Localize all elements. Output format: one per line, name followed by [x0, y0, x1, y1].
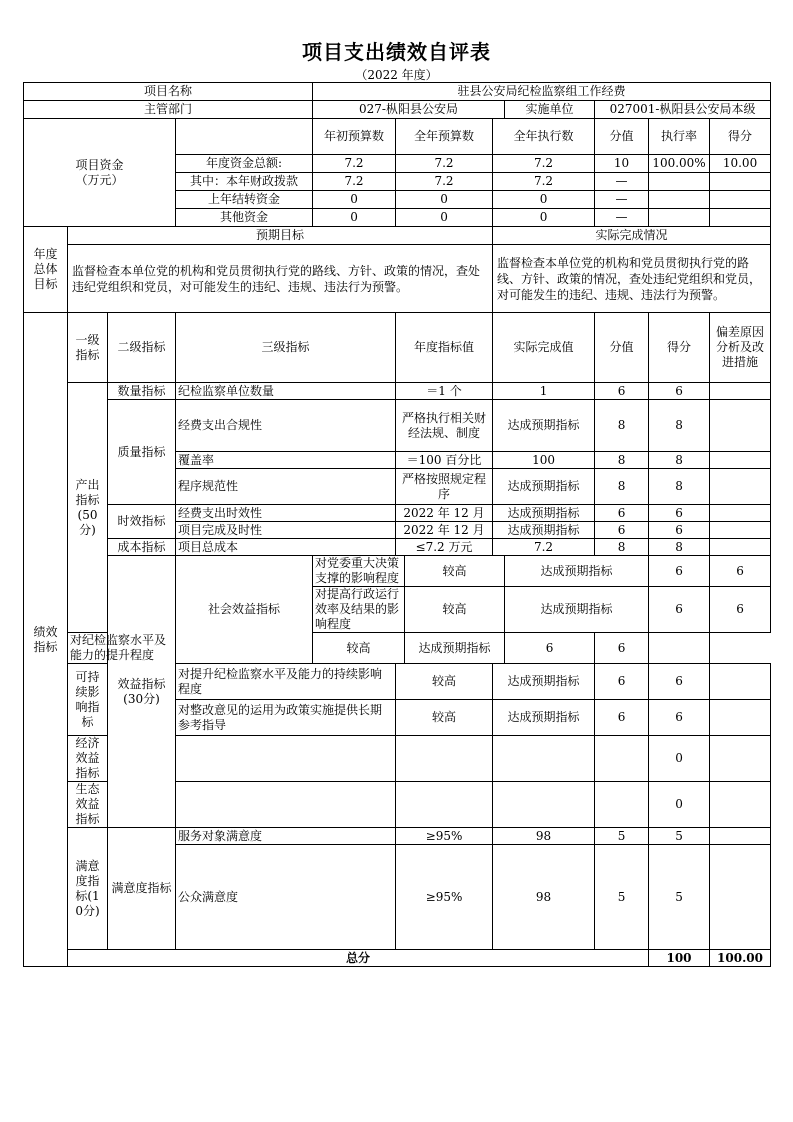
funds-row-executed: 0	[493, 209, 595, 227]
indicator-score: 0	[649, 782, 710, 828]
indicator-actual: 达成预期指标	[493, 522, 595, 539]
satisfaction-sub-label: 满意度指标	[108, 828, 176, 950]
social-indicator-label: 社会效益指标	[176, 556, 313, 664]
output-indicator-label: 产出指标(50分)	[68, 383, 108, 633]
goals-label: 年度总体目标	[24, 227, 68, 313]
indicator-name: 对纪检监察水平及能力的提升程度	[68, 633, 176, 664]
perf-row	[24, 556, 771, 587]
report-year: （2022 年度）	[355, 68, 438, 82]
indicator-deviation	[710, 664, 771, 700]
perf-row	[24, 505, 771, 522]
funds-row-score-value: —	[595, 173, 649, 191]
indicator-target: 严格按照规定程序	[396, 469, 493, 505]
indicator-score: 8	[649, 400, 710, 452]
indicator-score: 8	[649, 469, 710, 505]
indicator-score: 8	[649, 539, 710, 556]
indicator-name: 对提高行政运行效率及结果的影响程度	[313, 587, 405, 633]
page-title: 项目支出绩效自评表	[302, 40, 491, 64]
indicator-value: 6	[505, 633, 595, 664]
indicator-score: 6	[649, 505, 710, 522]
funds-row-initial: 0	[313, 209, 396, 227]
indicator-score: 6	[649, 522, 710, 539]
funds-header-row	[24, 119, 771, 155]
funds-row-annual: 0	[396, 191, 493, 209]
indicator-value: 6	[649, 556, 710, 587]
perf-header-score: 得分	[649, 313, 710, 383]
perf-header-row	[24, 313, 771, 383]
indicator-target: ＝1 个	[396, 383, 493, 400]
funds-row-score: 10.00	[710, 155, 771, 173]
funds-header-score: 得分	[710, 119, 771, 155]
funds-header-executed: 全年执行数	[493, 119, 595, 155]
indicator-score: 5	[649, 828, 710, 845]
indicator-name: 服务对象满意度	[176, 828, 396, 845]
dept-label: 主管部门	[24, 101, 313, 119]
indicator-target: 2022 年 12 月	[396, 522, 493, 539]
indicator-value: 8	[595, 539, 649, 556]
indicator-name: 程序规范性	[176, 469, 396, 505]
perf-row	[24, 633, 771, 664]
indicator-target: 严格执行相关财经法规、制度	[396, 400, 493, 452]
project-name-label: 项目名称	[24, 83, 313, 101]
sustainable-indicator-label: 可持续影响指标	[68, 664, 108, 736]
indicator-deviation	[710, 700, 771, 736]
indicator-name: 公众满意度	[176, 845, 396, 950]
indicator-deviation	[710, 828, 771, 845]
indicator-actual: 98	[493, 845, 595, 950]
funds-row-executed: 0	[493, 191, 595, 209]
indicator-value: 5	[595, 828, 649, 845]
indicator-target: 较高	[405, 587, 505, 633]
funds-row-executed: 7.2	[493, 155, 595, 173]
funds-row-annual: 0	[396, 209, 493, 227]
indicator-name: 对整改意见的运用为政策实施提供长期参考指导	[176, 700, 396, 736]
timeliness-indicator-label: 时效指标	[108, 505, 176, 539]
indicator-name: 对党委重大决策支撑的影响程度	[313, 556, 405, 587]
funds-row-name: 其中：本年财政拨款	[176, 173, 313, 191]
indicator-target: 较高	[396, 664, 493, 700]
funds-row-initial: 7.2	[313, 155, 396, 173]
indicator-target: ≥95%	[396, 845, 493, 950]
project-name-value: 驻县公安局纪检监察组工作经费	[313, 83, 771, 101]
perf-header-level3: 三级指标	[176, 313, 396, 383]
indicator-value: 5	[595, 845, 649, 950]
indicator-target: ≤7.2 万元	[396, 539, 493, 556]
indicator-target: ＝100 百分比	[396, 452, 493, 469]
indicator-target: 较高	[313, 633, 405, 664]
funds-header-initial: 年初预算数	[313, 119, 396, 155]
indicator-target: ≥95%	[396, 828, 493, 845]
indicator-score: 5	[649, 845, 710, 950]
indicator-score: 8	[649, 452, 710, 469]
evaluation-table	[23, 82, 771, 967]
indicator-deviation	[710, 522, 771, 539]
total-row	[24, 950, 771, 967]
funds-row-initial: 7.2	[313, 173, 396, 191]
indicator-name: 经费支出合规性	[176, 400, 396, 452]
indicator-deviation	[710, 383, 771, 400]
funds-row-score-value: 10	[595, 155, 649, 173]
perf-row	[24, 400, 771, 452]
indicator-value: 8	[595, 452, 649, 469]
indicator-name: 对提升纪检监察水平及能力的持续影响程度	[176, 664, 396, 700]
funds-header-rate: 执行率	[649, 119, 710, 155]
indicator-deviation	[710, 400, 771, 452]
goals-actual-text: 监督检查本单位党的机构和党员贯彻执行党的路线、方针、政策的情况，查处违纪党组织和党员，对可能发生的违纪、违规、违法行为预警。	[493, 245, 771, 313]
indicator-deviation	[710, 845, 771, 950]
funds-label: 项目资金 （万元）	[24, 119, 176, 227]
goals-content-row	[24, 245, 771, 313]
goals-actual-label: 实际完成情况	[493, 227, 771, 245]
funds-header-score-value: 分值	[595, 119, 649, 155]
perf-row	[24, 539, 771, 556]
funds-row-initial: 0	[313, 191, 396, 209]
funds-row-score-value: —	[595, 191, 649, 209]
indicator-name: 项目完成及时性	[176, 522, 396, 539]
funds-header-empty	[176, 119, 313, 155]
indicator-actual: 达成预期指标	[493, 505, 595, 522]
indicator-value: 6	[649, 587, 710, 633]
indicator-deviation	[710, 505, 771, 522]
indicator-actual: 100	[493, 452, 595, 469]
indicator-deviation	[710, 539, 771, 556]
indicator-name: 纪检监察单位数量	[176, 383, 396, 400]
indicator-score: 6	[710, 556, 771, 587]
funds-row-name: 其他资金	[176, 209, 313, 227]
goals-header-row	[24, 227, 771, 245]
perf-header-value: 分值	[595, 313, 649, 383]
indicator-actual: 达成预期指标	[493, 664, 595, 700]
indicator-actual: 达成预期指标	[405, 633, 505, 664]
indicator-value: 6	[595, 383, 649, 400]
total-label: 总分	[68, 950, 649, 967]
indicator-value: 8	[595, 400, 649, 452]
indicator-score: 0	[649, 736, 710, 782]
perf-header-actual: 实际完成值	[493, 313, 595, 383]
funds-row-name: 年度资金总额:	[176, 155, 313, 173]
funds-header-annual: 全年预算数	[396, 119, 493, 155]
indicator-deviation	[710, 469, 771, 505]
funds-row-annual: 7.2	[396, 155, 493, 173]
benefit-indicator-label: 效益指标(30分)	[108, 556, 176, 828]
goals-expected-label: 预期目标	[68, 227, 493, 245]
economic-indicator-label: 经济效益指标	[68, 736, 108, 782]
indicator-actual: 达成预期指标	[505, 556, 649, 587]
indicator-target: 较高	[396, 700, 493, 736]
indicator-name: 经费支出时效性	[176, 505, 396, 522]
funds-row-annual: 7.2	[396, 173, 493, 191]
indicator-actual: 达成预期指标	[493, 700, 595, 736]
satisfaction-indicator-label: 满意度指标(10分)	[68, 828, 108, 950]
indicator-score: 6	[649, 383, 710, 400]
perf-header-level2: 二级指标	[108, 313, 176, 383]
indicator-score: 6	[710, 587, 771, 633]
funds-row-score-value: —	[595, 209, 649, 227]
goals-expected-text: 监督检查本单位党的机构和党员贯彻执行党的路线、方针、政策的情况，查处违纪党组织和党员，对可能发生的违纪、违规、违法行为预警。	[68, 245, 493, 313]
indicator-deviation	[710, 452, 771, 469]
total-score: 100.00	[710, 950, 771, 967]
indicator-score: 6	[595, 633, 649, 664]
quantity-indicator-label: 数量指标	[108, 383, 176, 400]
cost-indicator-label: 成本指标	[108, 539, 176, 556]
indicator-deviation	[649, 633, 710, 664]
indicator-actual: 98	[493, 828, 595, 845]
perf-row	[24, 383, 771, 400]
indicator-name: 项目总成本	[176, 539, 396, 556]
indicator-score: 6	[649, 664, 710, 700]
indicator-score: 6	[649, 700, 710, 736]
dept-value: 027-枞阳县公安局	[313, 101, 505, 119]
total-value: 100	[649, 950, 710, 967]
indicator-value: 6	[595, 505, 649, 522]
indicator-actual: 达成预期指标	[493, 400, 595, 452]
impl-unit-value: 027001-枞阳县公安局本级	[595, 101, 771, 119]
funds-row-executed: 7.2	[493, 173, 595, 191]
department-row	[24, 101, 771, 119]
perf-row	[24, 828, 771, 845]
perf-header-deviation: 偏差原因分析及改进措施	[710, 313, 771, 383]
indicator-actual: 达成预期指标	[505, 587, 649, 633]
funds-row-name: 上年结转资金	[176, 191, 313, 209]
indicator-name: 覆盖率	[176, 452, 396, 469]
impl-unit-label: 实施单位	[505, 101, 595, 119]
perf-header-level1: 一级指标	[68, 313, 108, 383]
perf-header-target: 年度指标值	[396, 313, 493, 383]
indicator-target: 较高	[405, 556, 505, 587]
ecological-indicator-label: 生态效益指标	[68, 782, 108, 828]
project-name-row	[24, 83, 771, 101]
funds-row-rate: 100.00%	[649, 155, 710, 173]
indicator-actual: 7.2	[493, 539, 595, 556]
indicator-actual: 1	[493, 383, 595, 400]
indicator-value: 6	[595, 700, 649, 736]
quality-indicator-label: 质量指标	[108, 400, 176, 505]
indicator-value: 6	[595, 664, 649, 700]
indicator-target: 2022 年 12 月	[396, 505, 493, 522]
indicator-actual: 达成预期指标	[493, 469, 595, 505]
indicator-value: 6	[595, 522, 649, 539]
indicator-value: 8	[595, 469, 649, 505]
perf-label: 绩效指标	[24, 313, 68, 967]
